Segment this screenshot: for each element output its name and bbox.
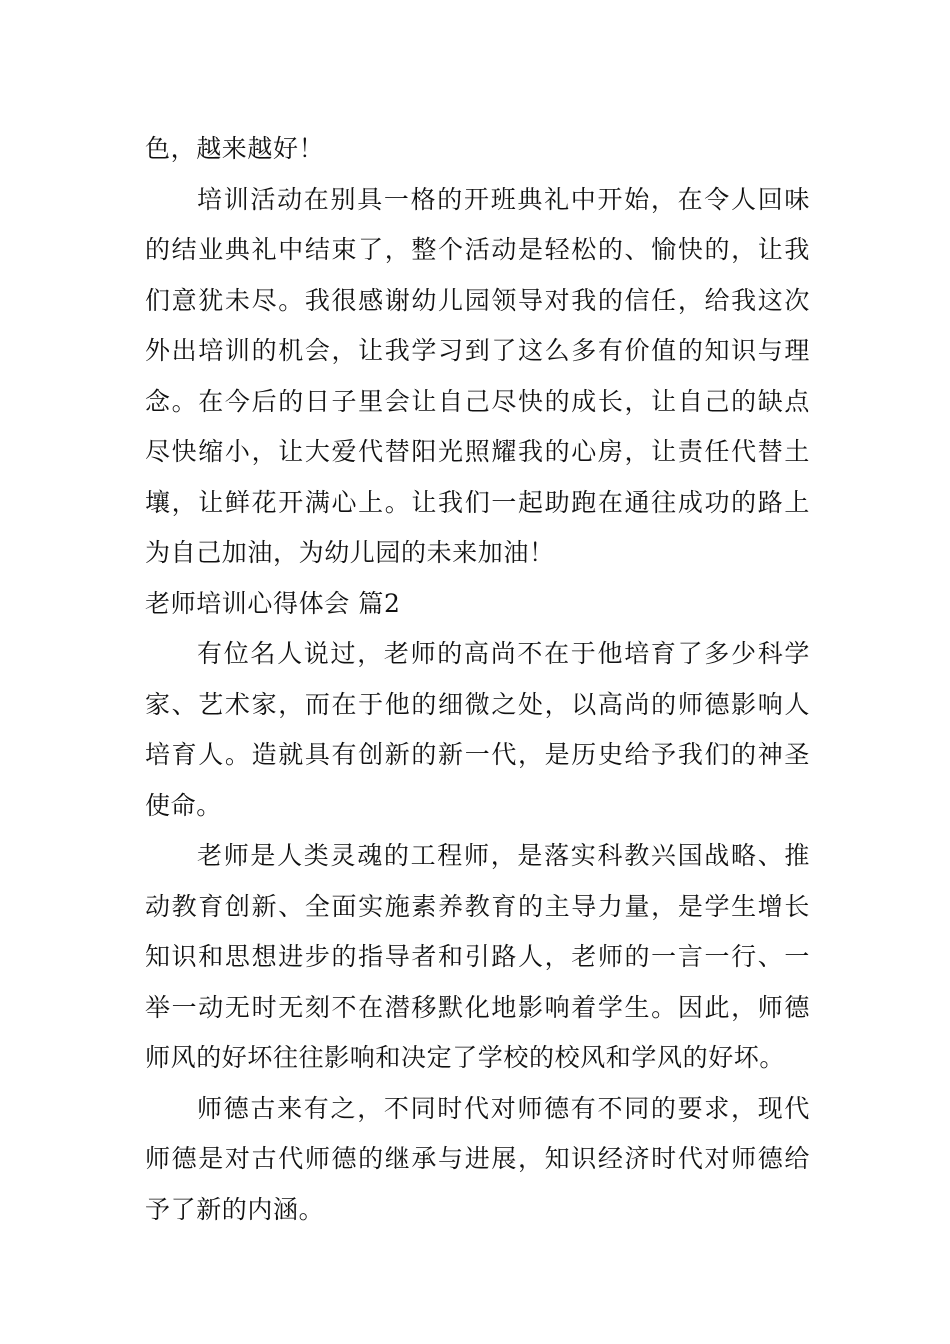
paragraph-teacher-role: 老师是人类灵魂的工程师，是落实科教兴国战略、推动教育创新、全面实施素养教育的主导力量，是学生增长知识和思想进步的指导者和引路人，老师的一言一行、一举一动无时无刻不在潜移默化地影响着学生。因此，师德师风的好坏往往影响和决定了学校的校风和学风的好坏。 [145,841,810,1072]
paragraph-continuation: 色，越来越好！ [145,134,325,163]
document-body [145,124,810,1235]
paragraph-teacher-virtue: 有位名人说过，老师的高尚不在于他培育了多少科学家、艺术家，而在于他的细微之处，以高尚的师德影响人培育人。造就具有创新的新一代，是历史给予我们的神圣使命。 [145,639,810,820]
section-heading: 老师培训心得体会 篇2 [145,588,401,618]
paragraph-training-summary: 培训活动在别具一格的开班典礼中开始，在令人回味的结业典礼中结束了，整个活动是轻松的、愉快的，让我们意犹未尽。我很感谢幼儿园领导对我的信任，给我这次外出培训的机会，让我学习到了这么多有价值的知识与理念。在今后的日子里会让自己尽快的成长，让自己的缺点尽快缩小，让大爱代替阳光照耀我的心房，让责任代替土壤，让鲜花开满心上。让我们一起助跑在通往成功的路上为自己加油，为幼儿园的未来加油！ [145,184,810,567]
paragraph-ethics-history: 师德古来有之，不同时代对师德有不同的要求，现代师德是对古代师德的继承与进展，知识经济时代对师德给予了新的内涵。 [145,1093,810,1224]
